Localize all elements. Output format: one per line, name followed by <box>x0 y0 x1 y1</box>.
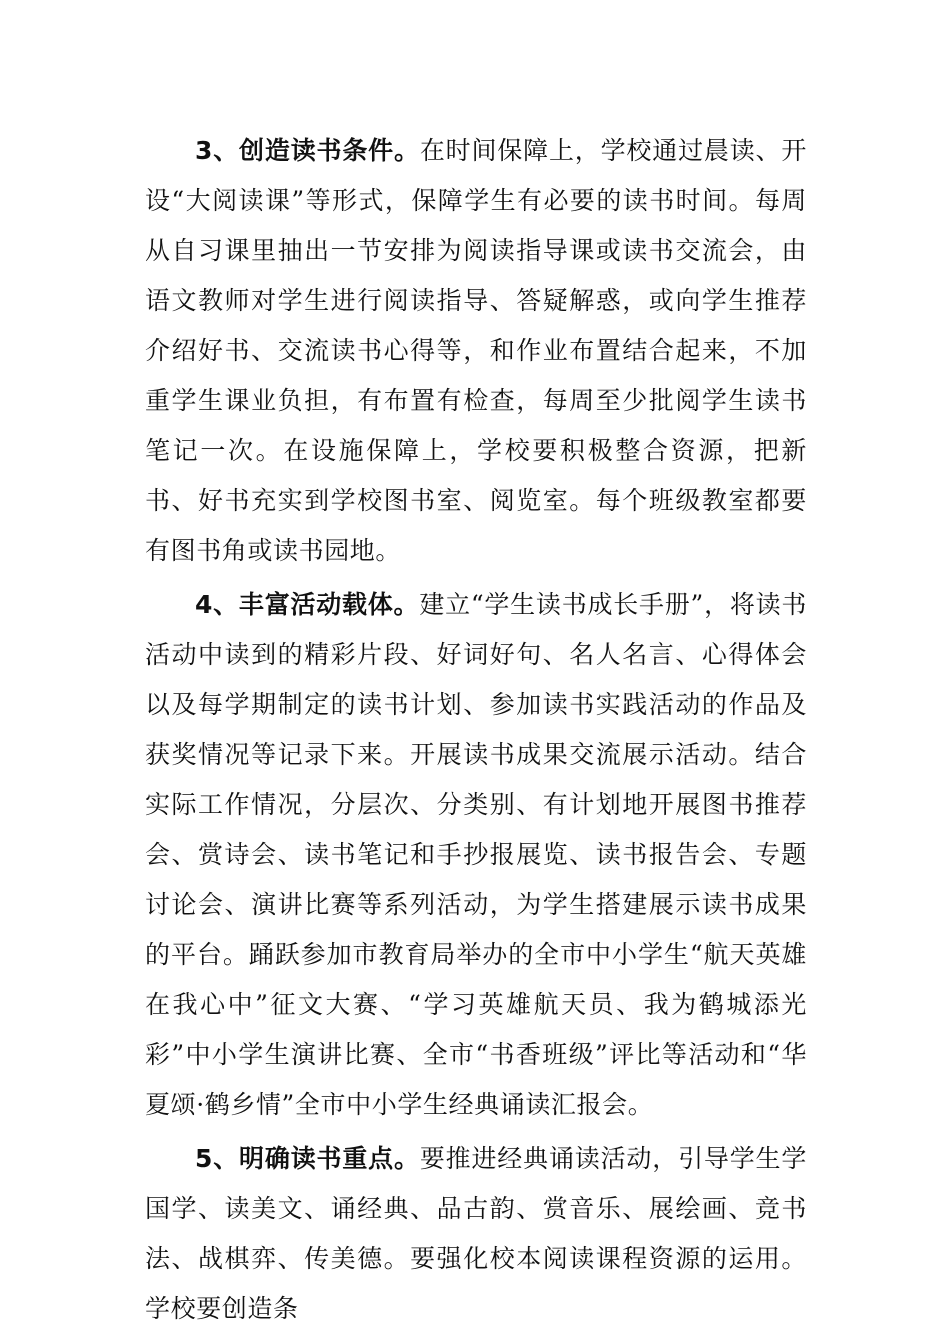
paragraph-3 <box>145 126 807 576</box>
paragraph-body: 建立“学生读书成长手册”，将读书活动中读到的精彩片段、好词好句、名人名言、心得体会以及每学期制定的读书计划、参加读书实践活动的作品及获奖情况等记录下来。开展读书成果交流展示活动。结合实际工作情况，分层次、分类别、有计划地开展图书推荐会、赏诗会、读书笔记和手抄报展览、读书报告会、专题讨论会、演讲比赛等系列活动，为学生搭建展示读书成果的平台。踊跃参加市教育局举办的全市中小学生“航天英雄在我心中”征文大赛、“学习英雄航天员、我为鹤城添光彩”中小学生演讲比赛、全市“书香班级”评比等活动和“华夏颂·鹤乡情”全市中小学生经典诵读汇报会。 <box>145 590 807 1119</box>
paragraph-heading: 4、丰富活动载体。 <box>195 590 420 619</box>
document-page <box>145 126 807 1334</box>
paragraph-4 <box>145 580 807 1130</box>
paragraph-heading: 3、创造读书条件。 <box>195 136 420 165</box>
paragraph-heading: 5、明确读书重点。 <box>195 1144 420 1173</box>
paragraph-body: 要推进经典诵读活动，引导学生学国学、读美文、诵经典、品古韵、赏音乐、展绘画、竞书法、战棋弈、传美德。要强化校本阅读课程资源的运用。学校要创造条 <box>145 1144 807 1323</box>
paragraph-body: 在时间保障上，学校通过晨读、开设“大阅读课”等形式，保障学生有必要的读书时间。每周从自习课里抽出一节安排为阅读指导课或读书交流会，由语文教师对学生进行阅读指导、答疑解惑，或向学生推荐介绍好书、交流读书心得等，和作业布置结合起来，不加重学生课业负担，有布置有检查，每周至少批阅学生读书笔记一次。在设施保障上，学校要积极整合资源，把新书、好书充实到学校图书室、阅览室。每个班级教室都要有图书角或读书园地。 <box>145 136 807 565</box>
paragraph-5 <box>145 1134 807 1334</box>
